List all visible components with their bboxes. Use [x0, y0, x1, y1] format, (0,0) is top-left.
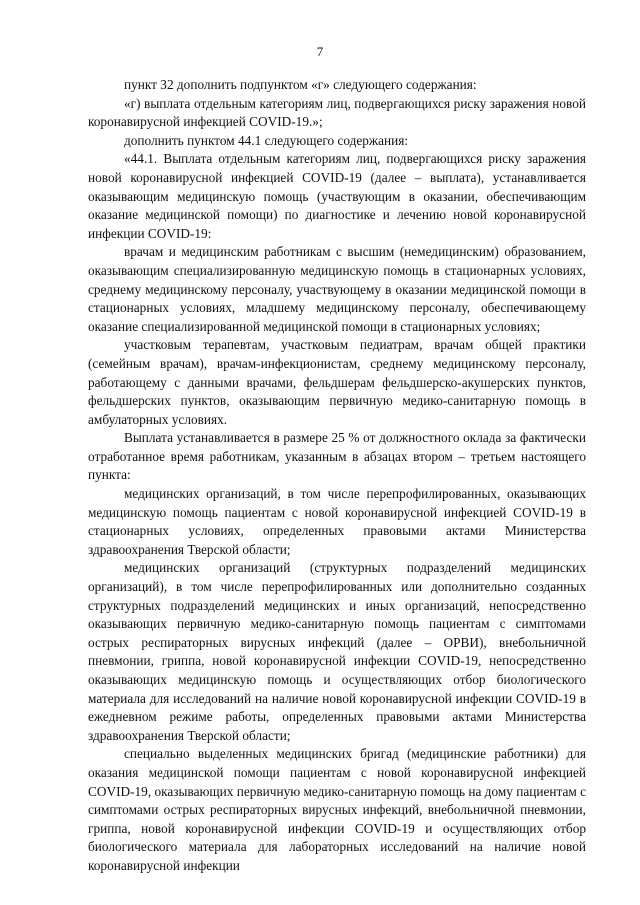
paragraph-outpatient-staff: участковым терапевтам, участковым педиатрам, врачам общей практики (семейным врачам), врачам-инфекционистам, среднему медицинскому персоналу, работающему с данными врачами, фельдшерам фельдшерско-акушерских пунктов, фельдшерских пунктов, оказывающим первичную медико-санитарную помощь в амбулаторных условиях.	[88, 337, 586, 427]
document-body	[88, 76, 586, 876]
paragraph-mobile-teams: специально выделенных медицинских бригад (медицинские работники) для оказания медицинской помощи пациентам с новой коронавирусной инфекцией COVID-19, оказывающих первичную медико-санитарную помощь на дому пациентам с симптомами острых респираторных вирусных инфекций, внебольничной пневмонии, гриппа, новой коронавирусной инфекции COVID-19 и осуществляющих отбор биологического материала для лабораторных исследований на наличие новой коронавирусной инфекции	[88, 746, 587, 873]
paragraph-payment-amount: Выплата устанавливается в размере 25 % от должностного оклада за фактически отработанное время работникам, указанным в абзацах втором – третьем настоящего пункта:	[88, 430, 586, 483]
paragraph-hospital-staff: врачам и медицинским работникам с высшим (немедицинским) образованием, оказывающим специализированную медицинскую помощь в стационарных условиях, среднему медицинскому персоналу, участвующему в оказании медицинской помощи в стационарных условиях, младшему медицинскому персоналу, обеспечивающему оказание специализированной медицинской помощи в стационарных условиях;	[88, 244, 586, 334]
paragraph-inpatient-organizations: медицинских организаций, в том числе перепрофилированных, оказывающих медицинскую помощь пациентам с новой коронавирусной инфекцией COVID-19 в стационарных условиях, определенных правовыми актами Министерства здравоохранения Тверской области;	[88, 486, 586, 557]
page-number: 7	[316, 44, 324, 59]
paragraph-point-44-1: «44.1. Выплата отдельным категориям лиц, подвергающихся риску заражения новой коронавирусной инфекцией COVID-19 (далее – выплата), устанавливается оказывающим медицинскую помощь (участвующим в оказании, обеспечивающим оказание медицинской помощи) по диагностике и лечению новой коронавирусной инфекции COVID-19:	[88, 151, 586, 241]
paragraph-primary-care-organizations: медицинских организаций (структурных подразделений медицинских организаций), в том числе перепрофилированных или дополнительно созданных структурных подразделений медицинских и иных организаций, непосредственно оказывающих первичную медико-санитарную помощь пациентам с симптомами острых респираторных вирусных инфекций (далее – ОРВИ), внебольничной пневмонии, гриппа, новой коронавирусной инфекции COVID-19, непосредственно оказывающих медицинскую помощь и осуществляющих отбор биологического материала для исследований на наличие новой коронавирусной инфекции COVID-19 в ежедневном режиме работы, определенных правовыми актами Министерства здравоохранения Тверской области;	[88, 560, 586, 743]
paragraph-subpoint-g: «г) выплата отдельным категориям лиц, подвергающихся риску заражения новой коронавирусной инфекцией COVID-19.»;	[88, 95, 586, 130]
paragraph-amend-point-44-1: дополнить пунктом 44.1 следующего содержания:	[124, 132, 409, 148]
paragraph-amend-point-32: пункт 32 дополнить подпунктом «г» следующего содержания:	[124, 77, 477, 92]
